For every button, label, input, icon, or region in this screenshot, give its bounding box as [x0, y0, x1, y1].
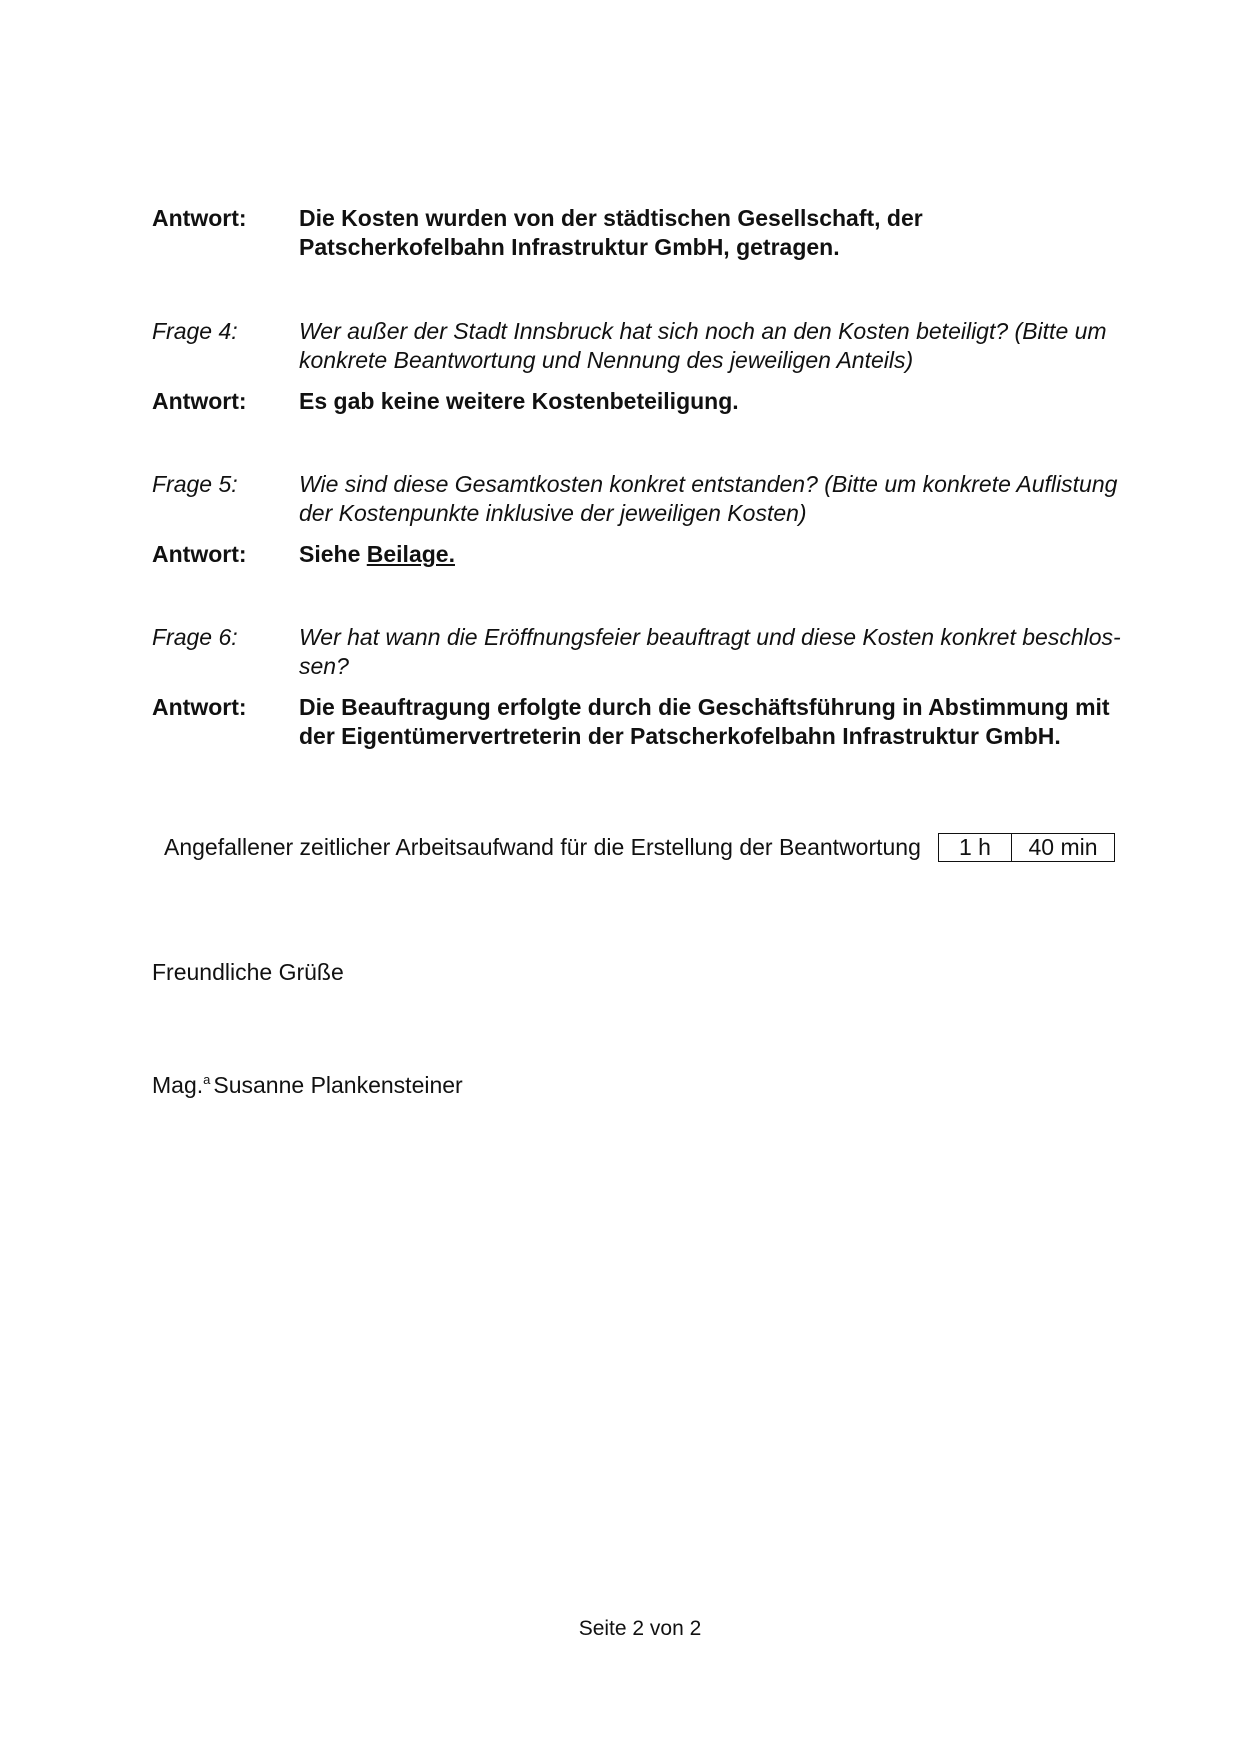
answer-label: Antwort: [152, 541, 247, 567]
effort-box [938, 833, 1115, 862]
signature-title: Mag. [152, 1072, 204, 1098]
answer-text [299, 540, 1132, 569]
signature-name: Susanne Plankensteiner [213, 1072, 463, 1098]
question-line-1: Wer hat wann die Eröffnungsfeier beauftragt und diese Kosten konkret beschlos- [299, 624, 1121, 650]
effort-hours: 1 h [939, 834, 1012, 861]
question-text: Wer außer der Stadt Innsbruck hat sich noch an den Kosten beteiligt? (Bitte um konkrete Beantwortung und Nennung des jeweiligen Anteils) [299, 318, 1107, 373]
answer-label: Antwort: [152, 694, 247, 720]
question-label: Frage 5: [152, 471, 238, 497]
effort-row [164, 833, 1124, 862]
answer-prefix: Siehe [299, 541, 367, 567]
effort-minutes: 40 min [1028, 834, 1098, 860]
answer-text: Die Kosten wurden von der städtischen Gesellschaft, der Patscherkofelbahn Infrastruktur GmbH, getragen. [299, 205, 923, 260]
signature-title-sup: a [203, 1072, 211, 1087]
closing-greeting: Freundliche Grüße [152, 959, 344, 985]
answer-text: Es gab keine weitere Kostenbeteiligung. [299, 388, 739, 414]
answer-label: Antwort: [152, 205, 247, 231]
page-number: Seite 2 von 2 [578, 1617, 702, 1640]
question-label: Frage 6: [152, 624, 238, 650]
question-text: Wie sind diese Gesamtkosten konkret entstanden? (Bitte um konkrete Auflistung der Kostenpunkte inklusive der jeweiligen Kosten) [299, 471, 1118, 526]
beilage-link[interactable]: Beilage. [366, 541, 455, 567]
question-line-2: sen? [299, 653, 349, 679]
answer-label: Antwort: [152, 388, 247, 414]
effort-label: Angefallener zeitlicher Arbeitsaufwand für die Erstellung der Beantwortung [164, 834, 921, 860]
answer-3-block [152, 204, 1132, 262]
question-text [299, 623, 1132, 681]
question-6-block [152, 623, 1132, 751]
question-label: Frage 4: [152, 318, 238, 344]
answer-text: Die Beauftragung erfolgte durch die Geschäftsführung in Abstimmung mit der Eigentümervertreterin der Patscherkofelbahn Infrastruktur GmbH. [299, 694, 1110, 749]
question-5-block [152, 470, 1132, 569]
signature [152, 1071, 463, 1100]
question-4-block [152, 317, 1132, 416]
